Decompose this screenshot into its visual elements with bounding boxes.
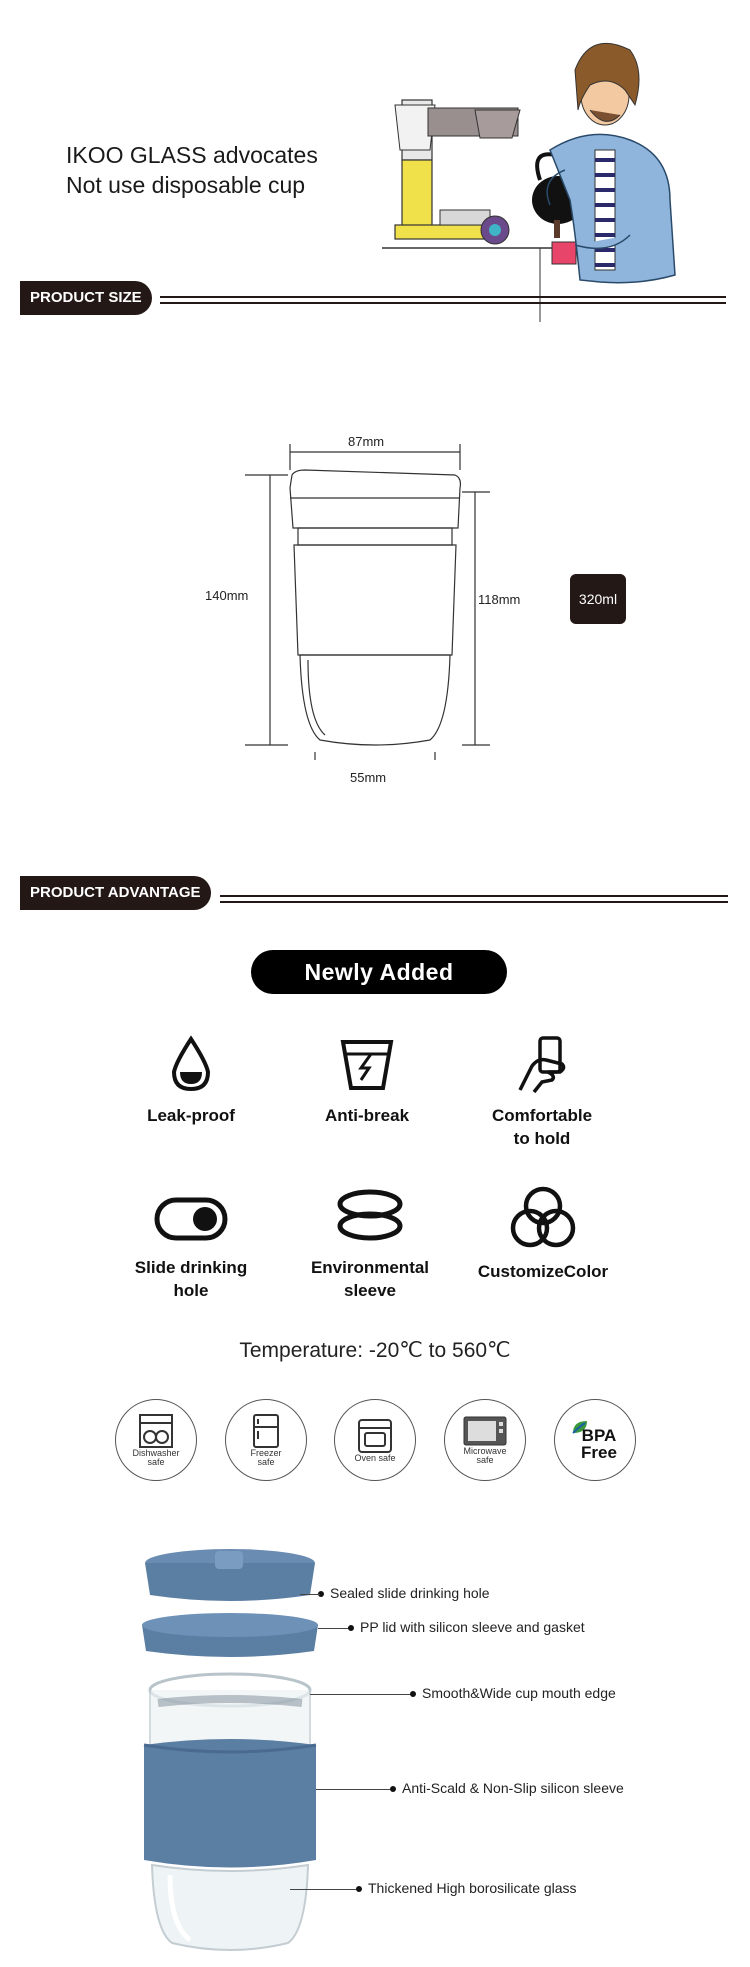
newly-added-badge: Newly Added: [251, 950, 507, 994]
feature-label: Environmental: [310, 1258, 430, 1277]
safety-bpa-free: [554, 1399, 636, 1481]
dim-height-body: 118mm: [478, 592, 521, 607]
callout-dot: [390, 1786, 396, 1792]
microwave-icon: [462, 1415, 508, 1447]
safety-label: safe: [476, 1455, 494, 1465]
feature-label: Comfortable: [491, 1106, 593, 1125]
safety-oven: [334, 1399, 416, 1481]
feature-label: hole: [173, 1281, 209, 1300]
feature-label: sleeve: [344, 1281, 396, 1300]
safety-label: Dishwasher: [132, 1448, 180, 1458]
callout-line: [300, 1594, 320, 1595]
feature-slide-drinking-hole: [101, 1186, 281, 1302]
safety-label: Freezer: [250, 1448, 282, 1458]
callout-pp-lid: PP lid with silicon sleeve and gasket: [360, 1619, 585, 1635]
feature-leak-proof: [101, 1034, 281, 1127]
color-circles-icon: [506, 1186, 580, 1250]
feature-environmental-sleeve: [280, 1186, 460, 1302]
callout-line: [290, 1889, 358, 1890]
dim-height-total: 140mm: [205, 588, 249, 603]
callout-silicon-sleeve: Anti-Scald & Non-Slip silicon sleeve: [402, 1780, 624, 1796]
temperature-range: Temperature: -20℃ to 560℃: [239, 1339, 511, 1362]
callout-dot: [348, 1625, 354, 1631]
dim-width-bottom: 55mm: [350, 770, 387, 785]
safety-label: safe: [257, 1457, 275, 1467]
callout-line: [318, 1628, 350, 1629]
divider-line: [160, 296, 726, 298]
water-drop-icon: [166, 1034, 216, 1094]
free-text: Free: [581, 1443, 617, 1462]
safety-freezer: [225, 1399, 307, 1481]
slide-toggle-icon: [153, 1186, 229, 1246]
feature-label: Anti-break: [324, 1106, 410, 1125]
safety-label: Microwave: [463, 1446, 507, 1456]
oven-icon: [355, 1418, 395, 1454]
callout-slide-hole: Sealed slide drinking hole: [330, 1585, 490, 1601]
capacity-badge: 320ml: [570, 574, 626, 624]
bpa-text: BPA: [581, 1426, 617, 1445]
divider-line: [220, 895, 728, 897]
hand-holding-cup-icon: [512, 1034, 572, 1094]
feature-label: Slide drinking: [134, 1258, 248, 1277]
feature-anti-break: [277, 1034, 457, 1127]
feature-label: CustomizeColor: [477, 1262, 609, 1281]
callout-line: [310, 1694, 414, 1695]
intro-line-1: IKOO GLASS advocates: [66, 142, 318, 168]
intro-line-2: Not use disposable cup: [66, 172, 306, 198]
feature-label: Leak-proof: [147, 1106, 235, 1125]
dim-width-top: 87mm: [348, 434, 385, 449]
dishwasher-icon: [136, 1413, 176, 1449]
callout-line: [316, 1789, 392, 1790]
callout-dot: [356, 1886, 362, 1892]
safety-dishwasher: [115, 1399, 197, 1481]
section-label-product-size: PRODUCT SIZE: [20, 281, 152, 315]
feature-comfortable: [452, 1034, 632, 1150]
callout-mouth-edge: Smooth&Wide cup mouth edge: [422, 1685, 616, 1701]
safety-label: safe: [147, 1457, 165, 1467]
feature-label: to hold: [513, 1129, 571, 1148]
intro-text: [66, 140, 318, 200]
divider-line: [160, 302, 726, 304]
divider-line: [220, 901, 728, 903]
safety-label: Oven safe: [354, 1452, 396, 1463]
callout-dot: [410, 1691, 416, 1697]
coffee-pouring-illustration: [380, 30, 700, 325]
callout-borosilicate-glass: Thickened High borosilicate glass: [368, 1880, 577, 1896]
safety-microwave: [444, 1399, 526, 1481]
section-label-product-advantage: PRODUCT ADVANTAGE: [20, 876, 211, 910]
freezer-icon: [246, 1413, 286, 1449]
sleeve-rings-icon: [335, 1186, 405, 1246]
cup-exploded-view: [130, 1545, 330, 1960]
broken-glass-icon: [337, 1034, 397, 1094]
feature-customize-color: [453, 1186, 633, 1283]
